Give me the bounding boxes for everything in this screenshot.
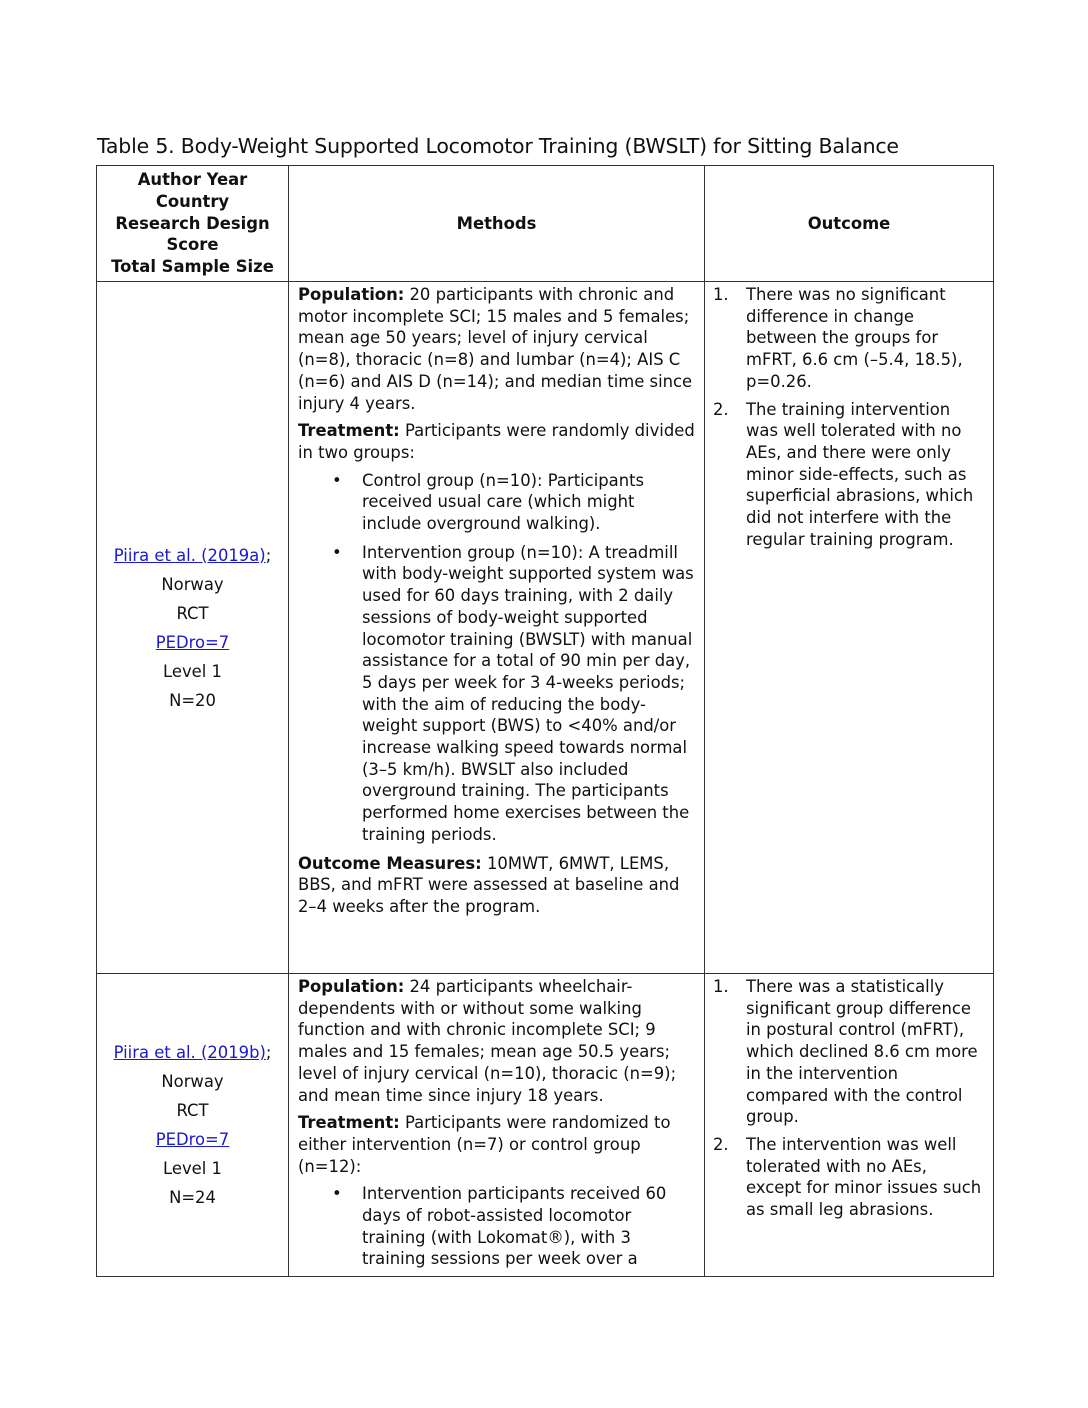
outcome-cell xyxy=(705,282,994,974)
number-label: 2. xyxy=(713,399,729,419)
header-country: Country xyxy=(155,191,230,211)
treatment-text: Participants were randomized to either intervention (n=7) or control group (n=12): xyxy=(298,1113,671,1176)
population-label: Population: xyxy=(298,285,405,304)
table-caption: Table 5. Body-Weight Supported Locomotor Training (BWSLT) for Sitting Balance xyxy=(97,134,899,158)
study-score-link[interactable]: PEDro=7 xyxy=(155,632,230,652)
number-label: 2. xyxy=(713,1134,729,1154)
list-item xyxy=(713,399,983,551)
header-row xyxy=(97,166,994,282)
number-label: 1. xyxy=(713,285,729,304)
study-level: Level 1 xyxy=(163,1159,222,1178)
list-item xyxy=(298,1183,696,1268)
list-item xyxy=(713,976,983,1128)
study-author-link[interactable]: Piira et al. (2019b) xyxy=(113,1043,266,1062)
header-score: Score xyxy=(166,235,219,255)
list-item xyxy=(713,284,983,393)
study-cell xyxy=(97,974,289,1277)
bullet-text: Control group (n=10): Participants received usual care (which might include overground walking). xyxy=(362,470,645,534)
bullet-text: Intervention participants received 60 days of robot-assisted locomotor training (with Lokomat®), with 3 training sessions per week over a xyxy=(362,1184,667,1268)
separator: ; xyxy=(265,1043,272,1062)
treatment-para xyxy=(298,1112,696,1177)
population-para xyxy=(298,284,696,414)
bullet-icon: • xyxy=(332,470,342,490)
header-study xyxy=(97,166,289,282)
bullet-icon: • xyxy=(332,542,342,562)
header-sample-size: Total Sample Size xyxy=(111,257,274,277)
number-label: 1. xyxy=(713,977,729,996)
outcome-text: The intervention was well tolerated with no AEs, except for minor issues such as small leg abrasions. xyxy=(746,1134,982,1220)
outcome-list xyxy=(713,284,983,550)
evidence-table xyxy=(96,165,994,1277)
methods-cell xyxy=(289,974,705,1277)
outcome-cell xyxy=(705,974,994,1277)
measures-para xyxy=(298,853,696,918)
outcome-text: There was a statistically significant group difference in postural control (mFRT), which declined 8.6 cm more in the intervention compared with the control group. xyxy=(746,977,978,1127)
list-item xyxy=(298,542,696,846)
outcome-text: There was no significant difference in change between the groups for mFRT, 6.6 cm (–5.4, 18.5), p=0.26. xyxy=(746,285,963,391)
methods-cell xyxy=(289,282,705,974)
treatment-text: Participants were randomly divided in two groups: xyxy=(298,421,695,462)
population-text: 20 participants with chronic and motor incomplete SCI; 15 males and 5 females; mean age 50 years; level of injury cervical (n=8), thoracic (n=8) and lumbar (n=4); AIS C (n=6) and AIS D (n=14); and median time since injury 4 years. xyxy=(298,285,693,413)
bullet-text: Intervention group (n=10): A treadmill with body-weight supported system was used for 60 days training, with 2 daily sessions of body-weight supported locomotor training (BWSLT) with manual assistance for a total of 90 min per day, 5 days per week for 3 4-weeks periods; with the aim of reducing the body-weight support (BWS) to <40% and/or increase walking speed towards normal (3–5 km/h). BWSLT also included overground training. The participants performed home exercises between the training periods. xyxy=(362,542,694,844)
separator: ; xyxy=(265,545,272,565)
bullet-icon: • xyxy=(332,1184,342,1204)
header-methods: Methods xyxy=(289,166,705,282)
population-label: Population: xyxy=(298,977,405,996)
measures-label: Outcome Measures: xyxy=(298,853,482,873)
study-level: Level 1 xyxy=(163,661,222,681)
treatment-list xyxy=(298,1183,696,1268)
measures-text: 10MWT, 6MWT, LEMS, BBS, and mFRT were assessed at baseline and 2–4 weeks after the program. xyxy=(298,853,680,916)
study-design: RCT xyxy=(176,603,209,623)
study-author-link[interactable]: Piira et al. (2019a) xyxy=(113,545,266,565)
list-item xyxy=(713,1134,983,1221)
outcome-text: The training intervention was well tolerated with no AEs, and there were only minor side-effects, such as superficial abrasions, which did not interfere with the regular training program. xyxy=(746,399,974,549)
study-design: RCT xyxy=(176,1101,209,1120)
outcome-list xyxy=(713,976,983,1221)
header-research-design: Research Design xyxy=(115,213,270,233)
header-author-year: Author Year xyxy=(137,170,248,190)
study-country: Norway xyxy=(161,1072,224,1091)
population-text: 24 participants wheelchair-dependents with or without some walking function and with chronic incomplete SCI; 9 males and 15 females; mean age 50.5 years; level of injury cervical (n=10), thoracic (n=9); and mean time since injury 18 years. xyxy=(298,977,677,1105)
study-cell xyxy=(97,282,289,974)
list-item xyxy=(298,470,696,535)
header-outcome: Outcome xyxy=(705,166,994,282)
table-row xyxy=(97,282,994,974)
study-score-link[interactable]: PEDro=7 xyxy=(155,1130,230,1149)
study-country: Norway xyxy=(161,574,224,594)
study-sample-size: N=24 xyxy=(169,1188,216,1207)
treatment-label: Treatment: xyxy=(298,1113,400,1133)
treatment-label: Treatment: xyxy=(298,421,400,441)
treatment-para xyxy=(298,420,696,463)
study-sample-size: N=20 xyxy=(169,690,216,710)
treatment-list xyxy=(298,470,696,846)
table-row xyxy=(97,974,994,1277)
population-para xyxy=(298,976,696,1106)
